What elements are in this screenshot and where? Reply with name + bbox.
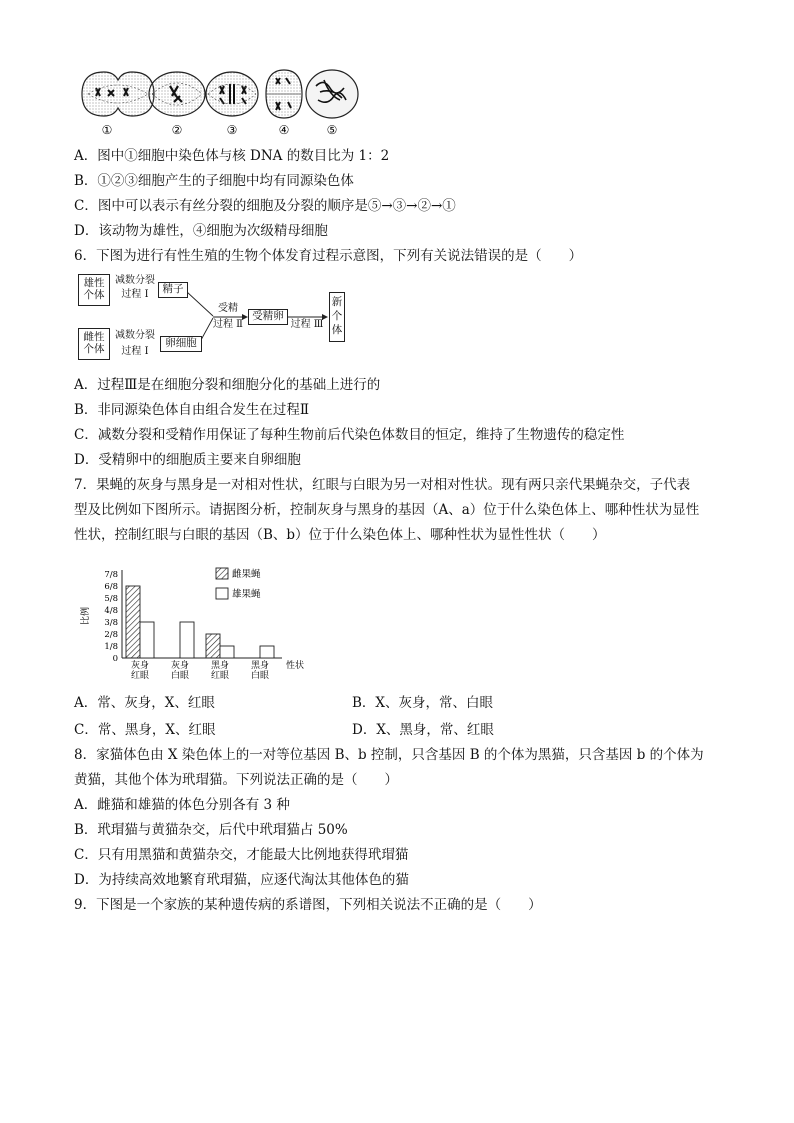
sperm-box: 精子 [158, 282, 188, 298]
q6-option-d: D．受精卵中的细胞质主要来自卵细胞 [74, 452, 301, 468]
y-tick-label: 0 [112, 654, 118, 664]
q8-option-a: A．雌猫和雄猫的体色分别各有 3 种 [74, 797, 290, 813]
y-tick-label: 5/8 [104, 594, 118, 604]
legend-swatch [216, 568, 228, 579]
chart-labels [131, 659, 304, 681]
cell-label-5: ⑤ [326, 123, 338, 137]
x-axis-label: 性状 [286, 661, 305, 671]
legend-label: 雄果蝇 [232, 589, 261, 600]
cell-label-3: ③ [226, 123, 238, 137]
y-tick-label: 3/8 [104, 618, 118, 628]
bar-雄果蝇 [220, 646, 234, 658]
y-tick-label: 4/8 [104, 606, 118, 616]
category-label-bottom: 红眼 [130, 671, 150, 681]
process3-label: 过程 Ⅲ [290, 319, 324, 330]
cell-2 [149, 72, 205, 116]
bar-雄果蝇 [180, 622, 194, 658]
q8-stem-line-2: 黄猫，其他个体为玳瑁猫。下列说法正确的是（ ） [74, 772, 398, 788]
q7-stem-line-2: 型及比例如下图所示。请据图分析，控制灰身与黑身的基因（A、a）位于什么染色体上、哪种性状为显性 [74, 502, 700, 518]
cell-3 [206, 72, 258, 116]
q5-option-d: D．该动物为雄性，④细胞为次级精母细胞 [74, 223, 328, 239]
category-label-bottom: 红眼 [210, 671, 230, 681]
category-label-top: 灰身 [130, 661, 150, 671]
category-label-top: 黑身 [250, 661, 270, 671]
q6-option-a: A．过程Ⅲ是在细胞分裂和细胞分化的基础上进行的 [74, 377, 381, 393]
egg-box: 卵细胞 [160, 336, 202, 352]
y-tick-label: 2/8 [104, 630, 118, 640]
legend-swatch [216, 588, 228, 599]
q7-bar-chart [80, 556, 320, 684]
q6-option-c: C．减数分裂和受精作用保证了每种生物前后代染色体数目的恒定，维持了生物遗传的稳定性 [74, 427, 625, 443]
new-individual-box: 新个体 [329, 292, 345, 342]
q8-option-d: D．为持续高效地繁育玳瑁猫，应逐代淘汰其他体色的猫 [74, 872, 409, 888]
q8-option-b: B．玳瑁猫与黄猫杂交，后代中玳瑁猫占 50% [74, 822, 348, 838]
cell-4 [266, 70, 302, 118]
q9-stem: 9．下图是一个家族的某种遗传病的系谱图，下列相关说法不正确的是（ ） [74, 897, 542, 913]
q6-diagram [76, 270, 356, 366]
cell-1 [82, 72, 154, 116]
cell-5 [306, 70, 358, 118]
process1-bottom-label-male: 过程 Ⅰ [121, 289, 149, 300]
y-axis-label: 比例 [81, 606, 91, 626]
process1-bottom-label-female: 过程 Ⅰ [121, 346, 149, 357]
bar-雄果蝇 [260, 646, 274, 658]
q5-option-a: A．图中①细胞中染色体与核 DNA 的数目比为 1：2 [74, 148, 390, 164]
zygote-box: 受精卵 [248, 309, 288, 325]
process1-top-label-female: 减数分裂 [115, 330, 155, 341]
q6-stem: 6．下图为进行有性生殖的生物个体发育过程示意图，下列有关说法错误的是（ ） [74, 248, 583, 264]
bar-雌果蝇 [126, 586, 140, 658]
y-tick-label: 1/8 [104, 642, 118, 652]
male-individual-box: 雄性个体 [78, 274, 110, 306]
fertilization-bottom-label: 过程 Ⅱ [213, 319, 243, 330]
q7-stem-line-1: 7．果蝇的灰身与黑身是一对相对性状，红眼与白眼为另一对相对性状。现有两只亲代果蝇杂交，子代表 [74, 477, 691, 493]
q8-stem-line-1: 8．家猫体色由 X 染色体上的一对等位基因 B、b 控制，只含基因 B 的个体为黑猫，只含基因 b 的个体为 [74, 747, 704, 763]
q7-option-d: D．X、黑身，常、红眼 [352, 722, 494, 738]
q6-option-b: B．非同源染色体自由组合发生在过程Ⅱ [74, 402, 310, 418]
q5-option-c: C．图中可以表示有丝分裂的细胞及分裂的顺序是⑤→③→②→① [74, 198, 456, 214]
q7-option-b: B．X、灰身，常、白眼 [352, 695, 494, 711]
q7-option-c: C．常、黑身，X、红眼 [74, 722, 216, 738]
q7-stem-line-3: 性状，控制红眼与白眼的基因（B、b）位于什么染色体上、哪种性状为显性性状（ ） [74, 527, 606, 543]
process1-top-label-male: 减数分裂 [115, 275, 155, 286]
y-tick-label: 7/8 [104, 570, 118, 580]
category-label-top: 黑身 [210, 661, 230, 671]
bar-雌果蝇 [206, 634, 220, 658]
cell-division-figure [74, 66, 374, 140]
cell-label-1: ① [101, 123, 113, 137]
legend-label: 雌果蝇 [232, 569, 261, 580]
q5-option-b: B．①②③细胞产生的子细胞中均有同源染色体 [74, 173, 354, 189]
cell-label-2: ② [171, 123, 183, 137]
fertilization-top-label: 受精 [218, 303, 238, 314]
y-tick-label: 6/8 [104, 582, 118, 592]
cell-label-4: ④ [278, 123, 290, 137]
female-individual-box: 雌性个体 [78, 328, 110, 360]
category-label-bottom: 白眼 [250, 671, 270, 681]
chart-legend [216, 568, 261, 600]
q7-option-a: A．常、灰身，X、红眼 [74, 695, 215, 711]
category-label-top: 灰身 [170, 661, 190, 671]
q8-option-c: C．只有用黑猫和黄猫杂交，才能最大比例地获得玳瑁猫 [74, 847, 409, 863]
category-label-bottom: 白眼 [170, 671, 190, 681]
bar-雄果蝇 [140, 622, 154, 658]
